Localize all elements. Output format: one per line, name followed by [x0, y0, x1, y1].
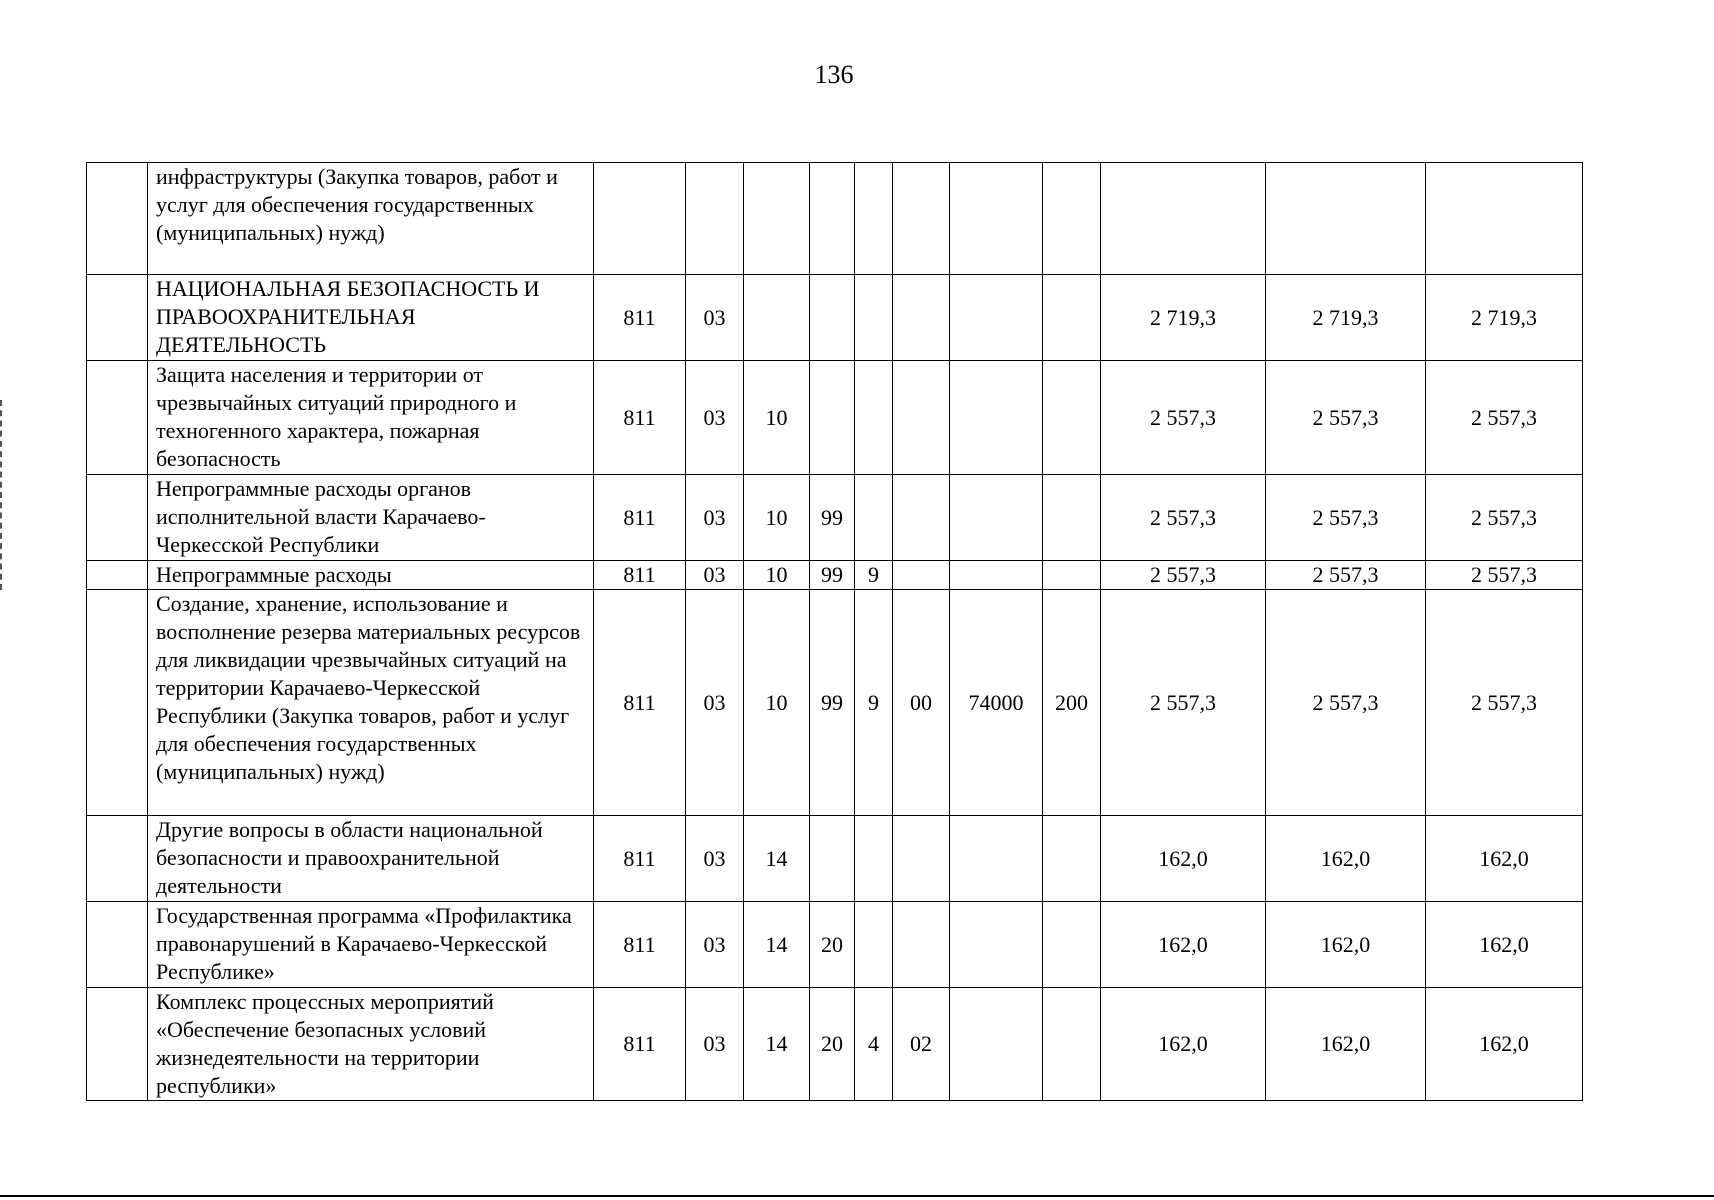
subprogram-code — [855, 361, 893, 475]
section-code: 03 — [686, 988, 744, 1101]
subprogram-code — [855, 475, 893, 561]
row-number-cell — [87, 275, 148, 361]
amount-year-3: 162,0 — [1426, 902, 1583, 988]
ministry-code: 811 — [594, 361, 686, 475]
activity-code — [893, 163, 950, 275]
table-row — [87, 590, 1583, 816]
section-code: 03 — [686, 902, 744, 988]
subprogram-code: 4 — [855, 988, 893, 1101]
amount-year-1: 162,0 — [1101, 988, 1266, 1101]
program-code — [810, 163, 855, 275]
expense-type-code — [1043, 816, 1101, 902]
table-row — [87, 988, 1583, 1101]
expense-type-code — [1043, 361, 1101, 475]
expense-type-code — [1043, 475, 1101, 561]
subprogram-code — [855, 816, 893, 902]
expense-type-code — [1043, 561, 1101, 590]
row-number-cell — [87, 163, 148, 275]
subsection-code: 10 — [744, 590, 810, 816]
row-number-cell — [87, 475, 148, 561]
amount-year-2 — [1266, 163, 1426, 275]
row-number-cell — [87, 561, 148, 590]
section-code: 03 — [686, 361, 744, 475]
section-code — [686, 163, 744, 275]
item-name: инфраструктуры (Закупка товаров, работ и услуг для обеспечения государственных (муниципальных) нужд) — [148, 163, 594, 275]
section-code: 03 — [686, 561, 744, 590]
item-name: Комплекс процессных мероприятий «Обеспечение безопасных условий жизнедеятельности на территории республики» — [148, 988, 594, 1101]
section-code: 03 — [686, 275, 744, 361]
amount-year-1: 2 557,3 — [1101, 590, 1266, 816]
subsection-code: 10 — [744, 361, 810, 475]
row-number-cell — [87, 361, 148, 475]
amount-year-2: 2 719,3 — [1266, 275, 1426, 361]
expense-type-code — [1043, 163, 1101, 275]
ministry-code: 811 — [594, 988, 686, 1101]
budget-table — [86, 162, 1583, 1101]
activity-code — [893, 475, 950, 561]
amount-year-1: 162,0 — [1101, 902, 1266, 988]
amount-year-1: 2 557,3 — [1101, 475, 1266, 561]
amount-year-3: 2 719,3 — [1426, 275, 1583, 361]
table-row — [87, 163, 1583, 275]
item-name: Создание, хранение, использование и восполнение резерва материальных ресурсов для ликвидации чрезвычайных ситуаций на территории Карачаево-Черкесской Республики (Закупка товаров, работ и услуг для обеспечения государственных (муниципальных) нужд) — [148, 590, 594, 816]
program-code: 20 — [810, 902, 855, 988]
page-number: 136 — [814, 60, 854, 89]
subsection-code: 14 — [744, 816, 810, 902]
ministry-code: 811 — [594, 902, 686, 988]
direction-code — [950, 275, 1043, 361]
row-number-cell — [87, 902, 148, 988]
table-row — [87, 475, 1583, 561]
ministry-code: 811 — [594, 475, 686, 561]
subsection-code — [744, 163, 810, 275]
ministry-code — [594, 163, 686, 275]
amount-year-2: 2 557,3 — [1266, 561, 1426, 590]
section-code: 03 — [686, 475, 744, 561]
program-code: 99 — [810, 475, 855, 561]
amount-year-3: 162,0 — [1426, 988, 1583, 1101]
ministry-code: 811 — [594, 561, 686, 590]
item-name: Защита населения и территории от чрезвычайных ситуаций природного и техногенного характера, пожарная безопасность — [148, 361, 594, 475]
subprogram-code — [855, 902, 893, 988]
program-code — [810, 816, 855, 902]
item-name: Непрограммные расходы — [148, 561, 594, 590]
program-code — [810, 275, 855, 361]
activity-code — [893, 902, 950, 988]
program-code: 20 — [810, 988, 855, 1101]
item-name: Непрограммные расходы органов исполнительной власти Карачаево-Черкесской Республики — [148, 475, 594, 561]
amount-year-2: 2 557,3 — [1266, 590, 1426, 816]
table-row — [87, 561, 1583, 590]
amount-year-2: 2 557,3 — [1266, 361, 1426, 475]
table-row — [87, 361, 1583, 475]
subprogram-code: 9 — [855, 590, 893, 816]
amount-year-2: 162,0 — [1266, 902, 1426, 988]
amount-year-1: 2 557,3 — [1101, 361, 1266, 475]
subprogram-code: 9 — [855, 561, 893, 590]
amount-year-1 — [1101, 163, 1266, 275]
section-code: 03 — [686, 590, 744, 816]
amount-year-3: 162,0 — [1426, 816, 1583, 902]
amount-year-3: 2 557,3 — [1426, 590, 1583, 816]
amount-year-2: 162,0 — [1266, 988, 1426, 1101]
program-code: 99 — [810, 561, 855, 590]
amount-year-1: 2 557,3 — [1101, 561, 1266, 590]
subsection-code: 10 — [744, 475, 810, 561]
activity-code: 00 — [893, 590, 950, 816]
amount-year-1: 2 719,3 — [1101, 275, 1266, 361]
amount-year-2: 162,0 — [1266, 816, 1426, 902]
ministry-code: 811 — [594, 816, 686, 902]
activity-code — [893, 275, 950, 361]
section-code: 03 — [686, 816, 744, 902]
direction-code — [950, 163, 1043, 275]
activity-code — [893, 361, 950, 475]
table-row — [87, 816, 1583, 902]
ministry-code: 811 — [594, 275, 686, 361]
expense-type-code — [1043, 988, 1101, 1101]
amount-year-1: 162,0 — [1101, 816, 1266, 902]
subsection-code — [744, 275, 810, 361]
activity-code: 02 — [893, 988, 950, 1101]
subsection-code: 14 — [744, 988, 810, 1101]
direction-code — [950, 475, 1043, 561]
direction-code — [950, 902, 1043, 988]
program-code: 99 — [810, 590, 855, 816]
ministry-code: 811 — [594, 590, 686, 816]
scan-bottom-edge — [0, 1195, 1714, 1197]
item-name: НАЦИОНАЛЬНАЯ БЕЗОПАСНОСТЬ И ПРАВООХРАНИТЕЛЬНАЯ ДЕЯТЕЛЬНОСТЬ — [148, 275, 594, 361]
item-name: Государственная программа «Профилактика правонарушений в Карачаево-Черкесской Республике» — [148, 902, 594, 988]
amount-year-3: 2 557,3 — [1426, 561, 1583, 590]
expense-type-code — [1043, 275, 1101, 361]
row-number-cell — [87, 816, 148, 902]
activity-code — [893, 816, 950, 902]
item-name: Другие вопросы в области национальной безопасности и правоохранительной деятельности — [148, 816, 594, 902]
direction-code — [950, 988, 1043, 1101]
subprogram-code — [855, 275, 893, 361]
subsection-code: 10 — [744, 561, 810, 590]
amount-year-2: 2 557,3 — [1266, 475, 1426, 561]
row-number-cell — [87, 988, 148, 1101]
program-code — [810, 361, 855, 475]
direction-code — [950, 561, 1043, 590]
subprogram-code — [855, 163, 893, 275]
table-row — [87, 902, 1583, 988]
direction-code: 74000 — [950, 590, 1043, 816]
amount-year-3 — [1426, 163, 1583, 275]
subsection-code: 14 — [744, 902, 810, 988]
amount-year-3: 2 557,3 — [1426, 361, 1583, 475]
row-number-cell — [87, 590, 148, 816]
activity-code — [893, 561, 950, 590]
direction-code — [950, 816, 1043, 902]
amount-year-3: 2 557,3 — [1426, 475, 1583, 561]
direction-code — [950, 361, 1043, 475]
expense-type-code — [1043, 902, 1101, 988]
expense-type-code: 200 — [1043, 590, 1101, 816]
table-row — [87, 275, 1583, 361]
scan-edge-marks — [0, 400, 5, 590]
